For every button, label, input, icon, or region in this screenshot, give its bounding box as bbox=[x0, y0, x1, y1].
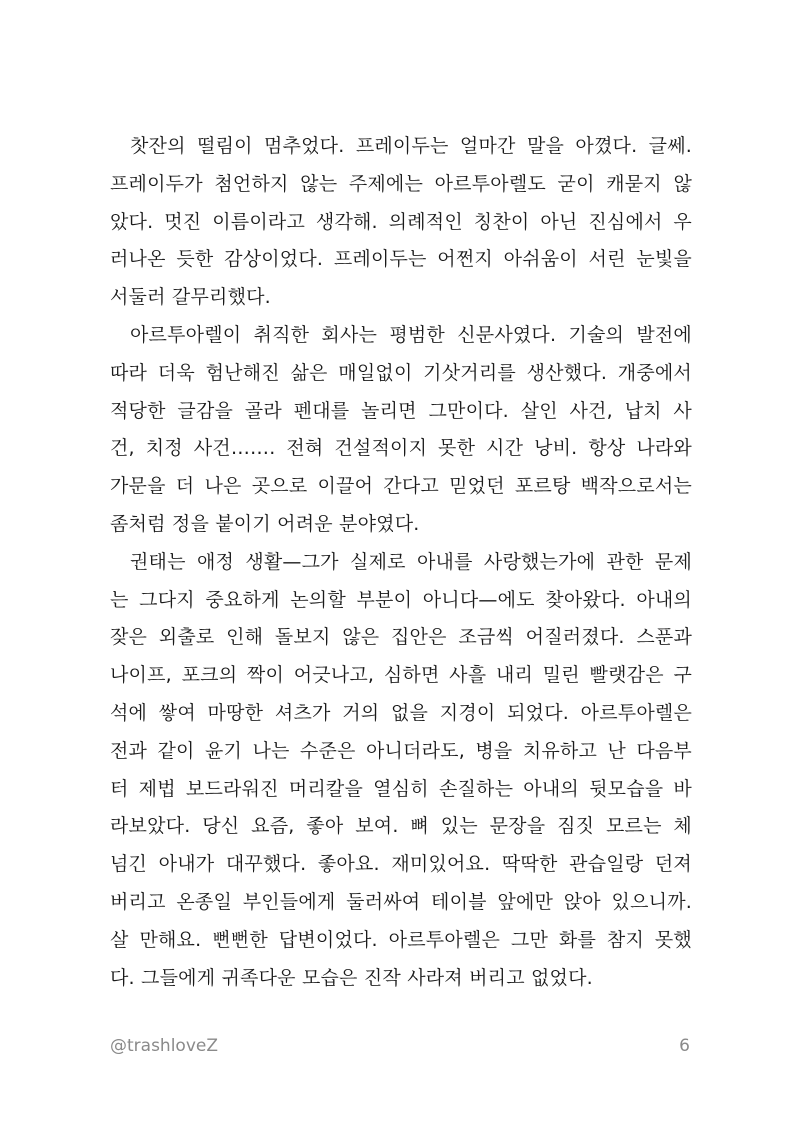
text-line: 터 제법 보드라워진 머리칼을 열심히 손질하는 아내의 뒷모습을 바 bbox=[110, 777, 692, 800]
text-line: 좀처럼 정을 붙이기 어려운 분야였다. bbox=[110, 512, 420, 535]
text-line: 프레이두가 첨언하지 않는 주제에는 아르투아렐도 굳이 캐묻지 않 bbox=[110, 172, 692, 195]
text-line: 버리고 온종일 부인들에게 둘러싸여 테이블 앞에만 앉아 있으니까. bbox=[110, 890, 692, 913]
text-line: 넘긴 아내가 대꾸했다. 좋아요. 재미있어요. 딱딱한 관습일랑 던져 bbox=[110, 853, 692, 876]
text-line: 라보았다. 당신 요즘, 좋아 보여. 뼈 있는 문장을 짐짓 모르는 체 bbox=[110, 815, 692, 838]
footer-author: @trashloveZ bbox=[110, 1036, 218, 1056]
text-line: 러나온 듯한 감상이었다. 프레이두는 어쩐지 아쉬움이 서린 눈빛을 bbox=[110, 248, 692, 271]
text-line: 잦은 외출로 인해 돌보지 않은 집안은 조금씩 어질러졌다. 스푼과 bbox=[110, 626, 692, 649]
text-line: 권태는 애정 생활—그가 실제로 아내를 사랑했는가에 관한 문제 bbox=[130, 550, 692, 573]
text-line: 석에 쌓여 마땅한 셔츠가 거의 없을 지경이 되었다. 아르투아렐은 bbox=[110, 701, 692, 724]
text-line: 전과 같이 윤기 나는 수준은 아니더라도, 병을 치유하고 난 다음부 bbox=[110, 739, 692, 762]
text-line: 는 그다지 중요하게 논의할 부분이 아니다—에도 찾아왔다. 아내의 bbox=[110, 588, 692, 611]
text-line: 나이프, 포크의 짝이 어긋나고, 심하면 사흘 내리 밀린 빨랫감은 구 bbox=[110, 664, 692, 687]
text-line: 살 만해요. 뻔뻔한 답변이었다. 아르투아렐은 그만 화를 참지 못했 bbox=[110, 928, 692, 951]
text-line: 가문을 더 나은 곳으로 이끌어 간다고 믿었던 포르탕 백작으로서는 bbox=[110, 475, 692, 498]
text-line: 찻잔의 떨림이 멈추었다. 프레이두는 얼마간 말을 아꼈다. 글쎄. bbox=[130, 135, 692, 157]
text-line: 서둘러 갈무리했다. bbox=[110, 286, 271, 309]
text-line: 다. 그들에게 귀족다운 모습은 진작 사라져 버리고 없었다. bbox=[110, 966, 593, 989]
footer-page-number: 6 bbox=[679, 1036, 690, 1056]
text-line: 건, 치정 사건……. 전혀 건설적이지 못한 시간 낭비. 항상 나라와 bbox=[110, 437, 692, 460]
page-body bbox=[110, 128, 692, 997]
text-line: 적당한 글감을 골라 펜대를 놀리면 그만이다. 살인 사건, 납치 사 bbox=[110, 399, 692, 422]
text-line: 았다. 멋진 이름이라고 생각해. 의례적인 칭찬이 아닌 진심에서 우 bbox=[110, 210, 692, 233]
text-line: 따라 더욱 험난해진 삶은 매일없이 기삿거리를 생산했다. 개중에서 bbox=[110, 361, 692, 384]
paragraph bbox=[110, 317, 692, 544]
paragraph bbox=[110, 544, 692, 998]
paragraph bbox=[110, 128, 692, 317]
text-line: 아르투아렐이 취직한 회사는 평범한 신문사였다. 기술의 발전에 bbox=[130, 323, 692, 346]
